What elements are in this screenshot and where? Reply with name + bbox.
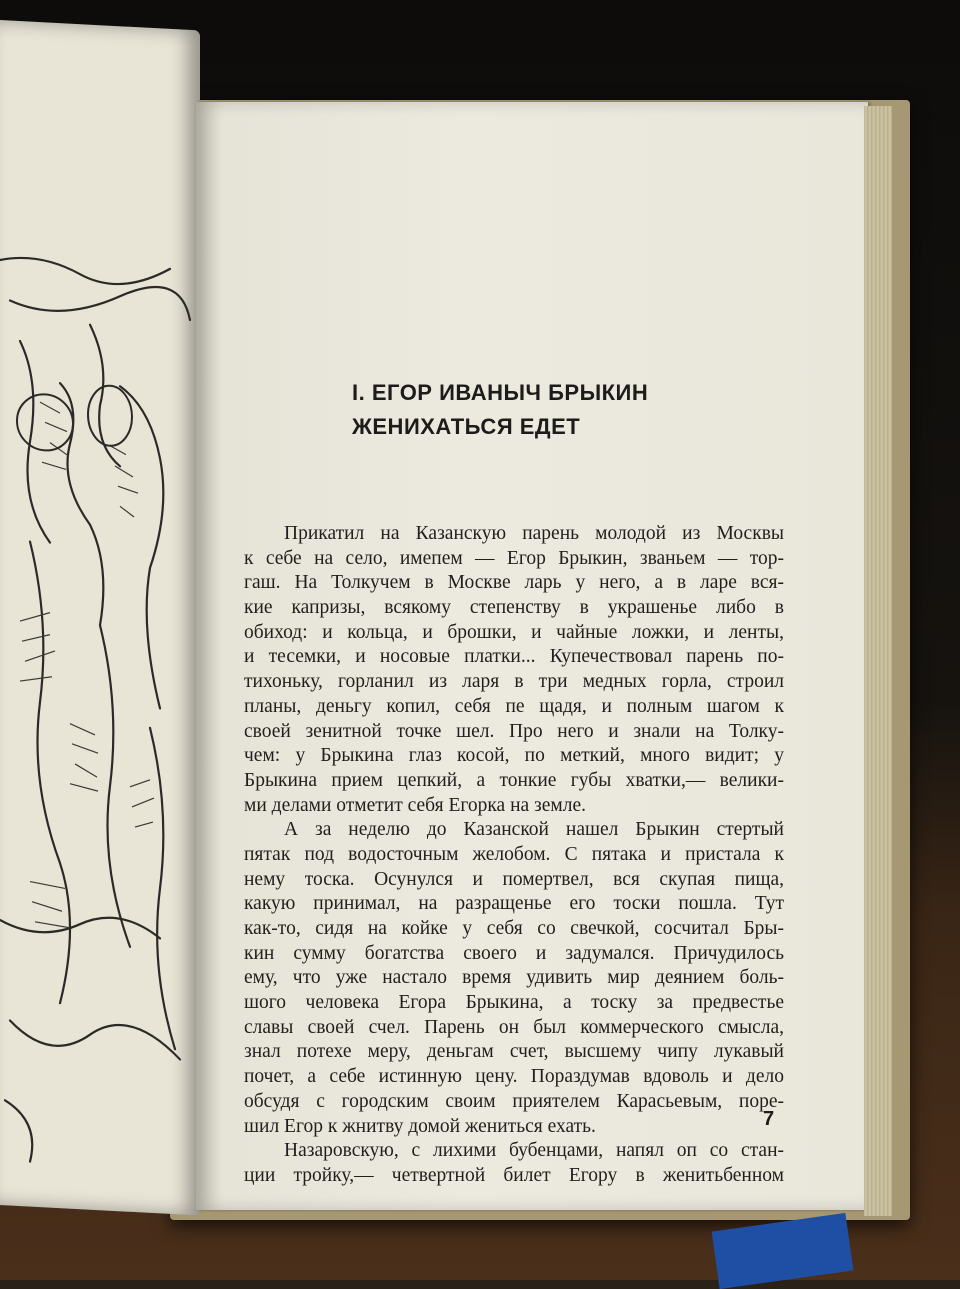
text-line: своей зенитной точке шел. Про него и знали на Толку- bbox=[244, 720, 784, 742]
text-line: Прикатил на Казанскую парень молодой из Москвы bbox=[284, 523, 784, 544]
chapter-title-line-1: I. ЕГОР ИВАНЫЧ БРЫКИН bbox=[352, 380, 649, 405]
text-line: гаш. На Толкучем в Москве ларь у него, а в ларе вся- bbox=[244, 572, 784, 594]
text-line: А за неделю до Казанской нашел Брыкин стертый bbox=[284, 819, 784, 841]
text-line: почет, а себе истинную цену. Пораздумав вдоволь и дело bbox=[244, 1066, 784, 1088]
text-line: кин сумму богатства своего и задумался. Причудилось bbox=[244, 942, 784, 964]
text-line: ции тройку,— четвертной билет Егору в женитьбенном bbox=[244, 1164, 784, 1186]
text-line: шого человека Егора Брыкина, а тоску за предвестье bbox=[244, 992, 784, 1014]
left-page-illustration bbox=[0, 20, 200, 1215]
text-line: шил Егор к жнитву домой жениться ехать. bbox=[244, 1115, 596, 1137]
page-number: 7 bbox=[763, 1108, 775, 1130]
text-line: и тесемки, и носовые платки... Купечествовал парень по- bbox=[244, 646, 784, 668]
text-line: ему, что уже настало время удивить мир деянием боль- bbox=[244, 967, 784, 989]
body-text bbox=[244, 522, 784, 1189]
text-line: какую принимал, на разращенье его тоски пошла. Тут bbox=[244, 893, 784, 915]
text-line: кие капризы, всякому степенству в украшенье либо в bbox=[244, 597, 784, 619]
chapter-title bbox=[352, 376, 772, 444]
text-line: Назаровскую, с лихими бубенцами, напял оп со стан- bbox=[284, 1140, 784, 1162]
text-line: славы своей счел. Парень он был коммерческого смысла, bbox=[244, 1016, 784, 1038]
text-line: обсудя с городским своим приятелем Карасьевым, поре- bbox=[244, 1090, 784, 1112]
text-line: знал потехе меру, деньгам счет, высшему чипу лукавый bbox=[244, 1041, 784, 1063]
text-line: планы, деньгу копил, себя пе щадя, и полным шагом к bbox=[244, 695, 784, 717]
text-line: Брыкина прием цепкий, а тонкие губы хватки,— велики- bbox=[244, 769, 784, 791]
chapter-title-line-2: ЖЕНИХАТЬСЯ ЕДЕТ bbox=[352, 414, 581, 439]
text-line: ми делами отметит себя Егорка на земле. bbox=[244, 794, 587, 816]
page-edge bbox=[864, 106, 892, 1216]
text-line: пятак под водосточным желобом. С пятака и пристала к bbox=[244, 843, 784, 865]
pen-drawing-illustration bbox=[0, 20, 200, 1215]
text-line: тихоньку, горланил из ларя в три медных горла, строил bbox=[244, 671, 784, 693]
text-line: обиход: и кольца, и брошки, и чайные ложки, и ленты, bbox=[244, 621, 784, 643]
text-line: нему тоска. Осунулся и помертвел, вся скупая пища, bbox=[244, 868, 784, 890]
text-line: как-то, сидя на койке у себя со свечкой, сосчитал Бры- bbox=[244, 918, 784, 939]
text-line: чем: у Брыкина глаз косой, по меткий, много видит; у bbox=[244, 745, 784, 767]
text-line: к себе на село, имепем — Егор Брыкин, званьем — тор- bbox=[244, 547, 784, 569]
